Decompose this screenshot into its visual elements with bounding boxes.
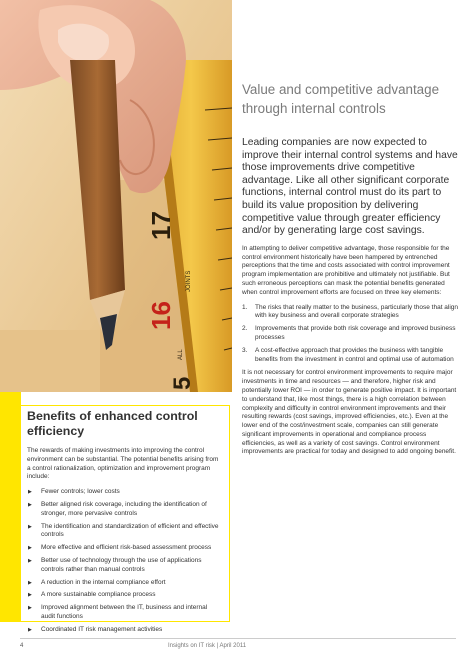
page-heading: Value and competitive advantage through internal controls	[242, 82, 440, 116]
tape-label-all: ALL	[178, 349, 184, 360]
tape-number-17: 17	[146, 211, 176, 240]
bullet-icon: ▶	[28, 579, 32, 586]
list-item: 3. A cost-effective approach that provides the business with tangible benefits from the investment in control and optimal use of automation	[242, 346, 454, 363]
body-paragraph-2: It is not necessary for control environment improvements to require major investments in time and resources — and therefore, higher risk and potentially lower ROI — in order to generate positive impact. It is important to understand that, like most things, there is a high correlation between complexity and difficulty in control environment improvements and their resulting rewards (cost savings, improved efficiencies, etc.). Even at the lower end of the cost/investment scale, companies can still generate significant improvements in operational and compliance process efficiencies, as well as a variety of cost savings. Control environment improvements are practical for today and designed to add ongoing benefit.	[242, 369, 457, 456]
list-item: ▶ A more sustainable compliance process	[28, 591, 156, 599]
benefits-list	[27, 488, 223, 634]
list-item: ▶ Better use of technology through the use of applications controls rather than manual controls	[28, 556, 202, 573]
list-item: 1. The risks that really matter to the business, particularly those that align with key business and overall corporate strategies	[242, 303, 459, 320]
bullet-icon: ▶	[28, 626, 32, 633]
sidebar-title: Benefits of enhanced control efficiency	[27, 409, 198, 438]
hero-photo	[0, 0, 232, 392]
footer-divider	[20, 638, 456, 639]
body-paragraph-1: In attempting to deliver competitive advantage, those responsible for the control environment historically have been hampered by entrenched perceptions that the time and costs associated with control improvement program implementation are prohibitive and ultimately not justifiable. But such erroneous perceptions can mask the potential benefits generated when control improvement efforts are focused on three key elements:	[242, 244, 450, 296]
bullet-icon: ▶	[28, 605, 32, 612]
bullet-icon: ▶	[28, 523, 32, 530]
list-item: ▶ More effective and efficient risk-based assessment process	[28, 544, 212, 552]
accent-bar	[0, 392, 21, 622]
bullet-icon: ▶	[28, 489, 32, 496]
main-column	[242, 80, 460, 463]
list-item: ▶ Improved alignment between the IT, business and internal audit functions	[28, 604, 208, 620]
page-number: 4	[20, 643, 24, 649]
list-item: ▶ A reduction in the internal compliance effort	[28, 578, 166, 586]
bullet-icon: ▶	[28, 501, 32, 508]
list-item: ▶ Better aligned risk coverage, including the identification of stronger, more pervasive controls	[28, 500, 207, 517]
bullet-icon: ▶	[28, 545, 32, 552]
benefits-sidebar	[21, 405, 230, 633]
pencil-tape-illustration	[0, 0, 232, 392]
key-elements-list	[242, 304, 460, 365]
bullet-icon: ▶	[28, 557, 32, 564]
tape-number-5: 5	[169, 376, 196, 390]
tape-label-joints: JOINTS	[186, 270, 192, 292]
sidebar-intro: The rewards of making investments into improving the control environment can be substantial. The potential benefits arising from a control rationalization, optimization and improvement program include:	[27, 447, 219, 481]
list-item: 2. Improvements that provide both risk coverage and improved business processes	[242, 325, 456, 341]
list-item: ▶ Coordinated IT risk management activities	[28, 625, 163, 633]
list-item: ▶ Fewer controls; lower costs	[28, 488, 120, 496]
lead-paragraph: Leading companies are now expected to improve their internal control systems and have those improvements drive competitive advantage. Like all other significant corporate functions, internal control must do its part to build its value proposition by delivering competitive value through greater efficiency and/or by generating large cost savings.	[242, 137, 458, 237]
list-item: ▶ The identification and standardization of efficient and effective controls	[28, 522, 219, 539]
bullet-icon: ▶	[28, 592, 32, 599]
tape-number-16: 16	[146, 301, 176, 330]
footer-publication: Insights on IT risk | April 2011	[168, 643, 247, 649]
